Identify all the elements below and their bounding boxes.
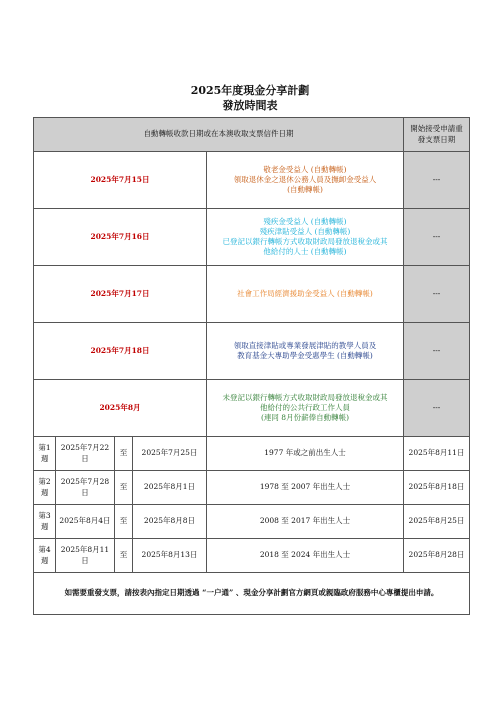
- week-to: 2025年8月8日: [133, 505, 207, 539]
- row-recipients: [207, 380, 404, 437]
- week-reissue: 2025年8月18日: [404, 471, 470, 505]
- table-header-row: [34, 118, 470, 152]
- row-date: 2025年7月18日: [34, 323, 207, 380]
- header-right-line2: 發支票日期: [417, 134, 456, 144]
- footer-row: [34, 573, 470, 615]
- week-reissue: 2025年8月28日: [404, 539, 470, 573]
- week-to: 2025年8月13日: [133, 539, 207, 573]
- row-recipients: [207, 323, 404, 380]
- row-reissue: ---: [404, 380, 470, 437]
- week-to: 2025年8月1日: [133, 471, 207, 505]
- week-from: 2025年7月22日: [56, 437, 115, 471]
- row-recipients: [207, 209, 404, 266]
- recipient-line: 領取退休金之退休公務人員及撫卹金受益人: [233, 174, 377, 184]
- header-right-line1: 開始接受申請重: [410, 124, 463, 134]
- week-from: 2025年8月4日: [56, 505, 115, 539]
- week-row: [34, 539, 470, 573]
- week-from: 2025年7月28日: [56, 471, 115, 505]
- footer-note: 如需要重發支票，請按表內指定日期透過 “一户通” 、現金分享計劃官方網頁或親臨政府服務中心專櫃提出申請。: [34, 573, 470, 615]
- row-reissue: ---: [404, 152, 470, 209]
- week-label: 第1週: [34, 437, 56, 471]
- recipient-line: 教育基金大專助學金受惠學生 (自動轉帳): [237, 351, 373, 360]
- row-recipients: [207, 152, 404, 209]
- row-date: 2025年7月17日: [34, 266, 207, 323]
- week-label: 第2週: [34, 471, 56, 505]
- row-reissue: ---: [404, 266, 470, 323]
- week-to: 2025年7月25日: [133, 437, 207, 471]
- row-date: 2025年7月15日: [34, 152, 207, 209]
- week-to-word: 至: [115, 471, 133, 505]
- row-reissue: ---: [404, 209, 470, 266]
- row-reissue: ---: [404, 323, 470, 380]
- table-row: [34, 380, 470, 437]
- row-recipients: [207, 266, 404, 323]
- week-from: 2025年8月11日: [56, 539, 115, 573]
- recipient-line: 殘疾津貼受益人 (自動轉帳): [259, 226, 351, 236]
- week-label: 第4週: [34, 539, 56, 573]
- week-to-word: 至: [115, 437, 133, 471]
- recipient-line: 領取直接津貼或專業發展津貼的教學人員及: [233, 340, 377, 350]
- header-right: [404, 118, 470, 152]
- week-to-word: 至: [115, 505, 133, 539]
- week-reissue: 2025年8月25日: [404, 505, 470, 539]
- header-left: 自動轉帳收款日期或在本澳收取支票信件日期: [34, 118, 404, 152]
- recipient-line: 社會工作局經濟援助金受益人 (自動轉帳): [237, 288, 373, 298]
- page-title: 2025年度現金分享計劃: [190, 84, 310, 97]
- week-group: 2018 至 2024 年出生人士: [207, 539, 404, 573]
- week-group: 1978 至 2007 年出生人士: [207, 471, 404, 505]
- week-row: [34, 471, 470, 505]
- recipient-line: 他給付的人士 (自動轉帳): [263, 247, 347, 257]
- page-subtitle: 發放時間表: [222, 99, 278, 112]
- week-to-word: 至: [115, 539, 133, 573]
- recipient-line: 殘疾金受益人 (自動轉帳): [263, 216, 347, 226]
- table-row: [34, 152, 470, 209]
- row-date: 2025年8月: [34, 380, 207, 437]
- recipient-line: 未登記以銀行轉帳方式收取財政局發放退稅金或其: [222, 392, 388, 402]
- table-row: [34, 266, 470, 323]
- week-group: 1977 年或之前出生人士: [207, 437, 404, 471]
- recipient-line: 敬老金受益人 (自動轉帳): [263, 164, 347, 174]
- recipient-line: (自動轉帳): [287, 185, 323, 195]
- week-group: 2008 至 2017 年出生人士: [207, 505, 404, 539]
- recipient-line: 他給付的公共行政工作人員: [260, 402, 350, 412]
- week-row: [34, 437, 470, 471]
- schedule-table: [33, 117, 470, 615]
- week-label: 第3週: [34, 505, 56, 539]
- week-reissue: 2025年8月11日: [404, 437, 470, 471]
- row-date: 2025年7月16日: [34, 209, 207, 266]
- table-row: [34, 323, 470, 380]
- table-row: [34, 209, 470, 266]
- week-row: [34, 505, 470, 539]
- recipient-line: (連同 8月份薪俸自動轉帳): [260, 413, 349, 423]
- recipient-line: 已登記以銀行轉帳方式收取財政局發放退稅金或其: [222, 237, 388, 246]
